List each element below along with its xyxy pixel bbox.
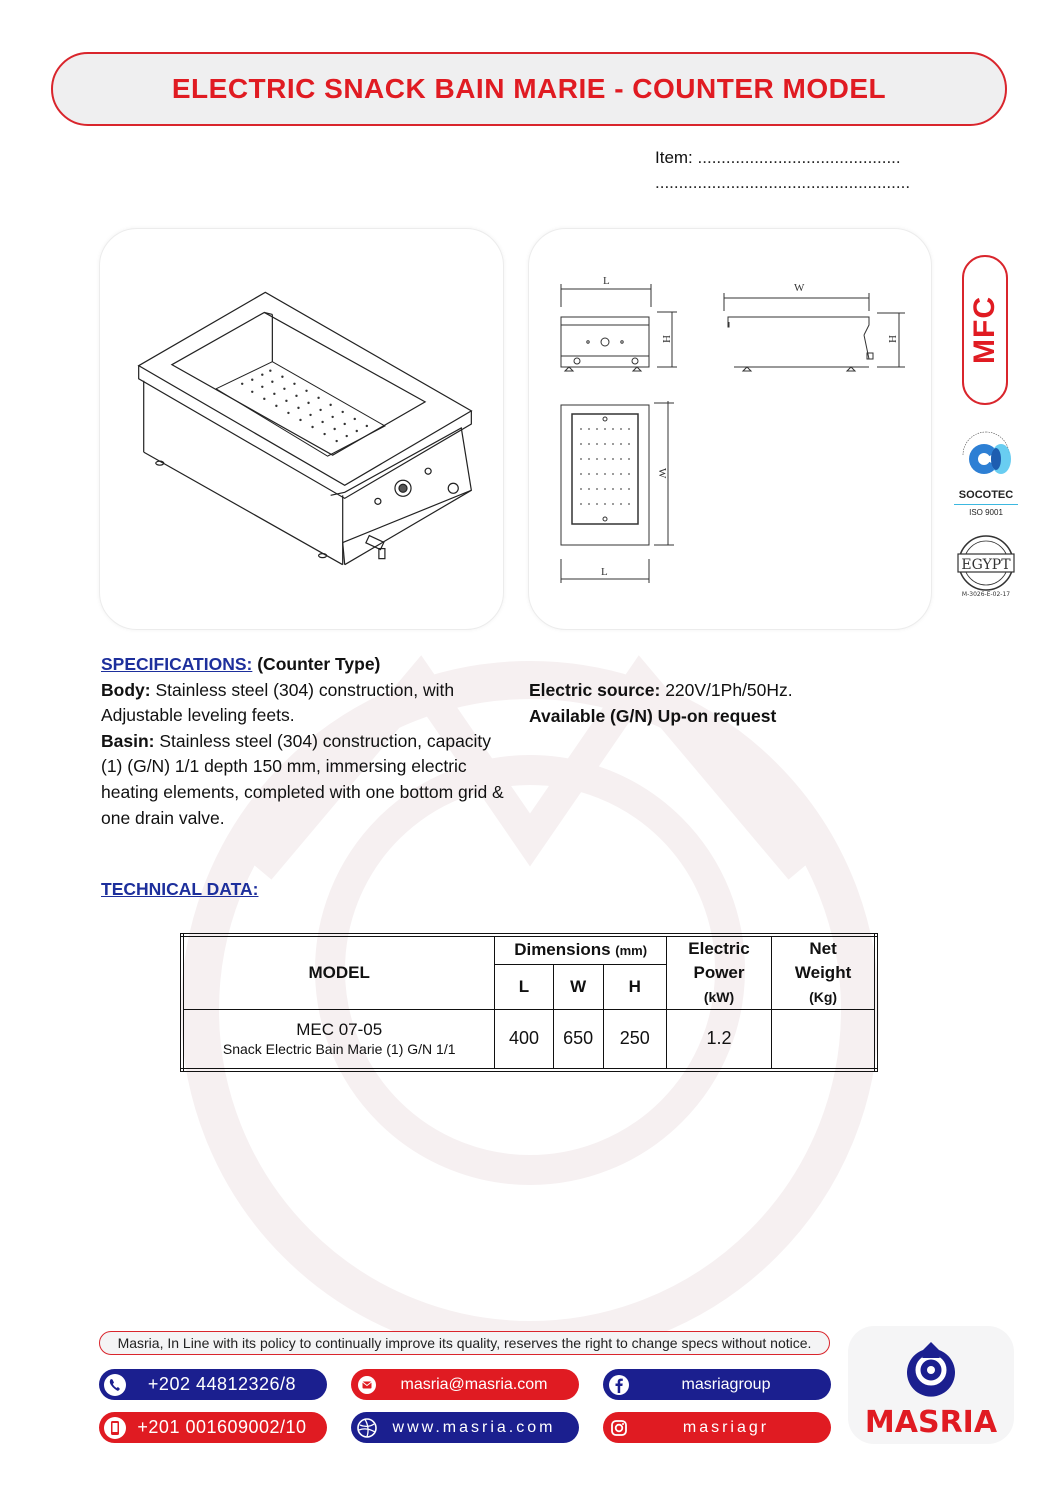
title-banner — [51, 52, 1007, 126]
egypt-text: EGYPT — [961, 557, 1011, 573]
facebook-handle: masriagroup — [681, 1375, 771, 1393]
cell-weight — [772, 1010, 876, 1070]
basin-text: Stainless steel (304) construction, capacity (1) (G/N) 1/1 depth 150 mm, immersing electric heating elements, completed with one bottom grid & one drain valve. — [101, 730, 504, 828]
model-cell — [182, 1010, 495, 1070]
front-view-h-label: H — [660, 335, 672, 343]
socotec-certification — [950, 425, 1022, 517]
instagram-handle: masriagr — [682, 1418, 770, 1436]
page-title: ELECTRIC SNACK BAIN MARIE - COUNTER MODEL — [171, 73, 887, 104]
masria-logo — [848, 1326, 1014, 1444]
masria-wordmark: MASRIA — [864, 1405, 998, 1440]
item-field — [655, 148, 910, 198]
side-view-h-label: H — [886, 335, 898, 343]
availability-note: Available (G/N) Up-on request — [529, 705, 777, 726]
specifications-type: (Counter Type) — [257, 654, 381, 674]
facebook-icon — [607, 1373, 631, 1397]
header-dimensions-label: Dimensions — [514, 940, 611, 959]
top-view-l-label: L — [601, 566, 608, 578]
header-h: H — [603, 965, 666, 1010]
header-power-unit: (kW) — [703, 989, 735, 1005]
side-view-drawing — [724, 293, 905, 371]
header-net-weight — [772, 935, 876, 1010]
side-view-w-label: W — [794, 282, 805, 294]
header-electric-power — [666, 935, 771, 1010]
header-dimensions — [495, 935, 666, 965]
email-address: masria@masria.com — [400, 1375, 548, 1393]
email-contact[interactable] — [351, 1369, 579, 1400]
instagram-contact[interactable] — [603, 1412, 831, 1443]
website-contact[interactable] — [351, 1412, 579, 1443]
header-weight-line2: Weight — [794, 963, 852, 982]
top-view-w-label: W — [656, 468, 668, 479]
email-icon — [355, 1373, 379, 1397]
item-value-line-2: ...................................................... — [655, 173, 911, 192]
mfc-badge — [962, 255, 1008, 405]
model-description: Snack Electric Bain Marie (1) G/N 1/1 — [222, 1040, 456, 1057]
instagram-icon — [607, 1416, 631, 1440]
globe-icon — [355, 1416, 379, 1440]
front-view-l-label: L — [603, 275, 610, 287]
technical-data-heading: TECHNICAL DATA: — [101, 879, 259, 899]
socotec-name: SOCOTEC — [958, 489, 1014, 501]
header-model: MODEL — [182, 935, 495, 1010]
front-view-drawing — [561, 284, 677, 371]
table-row — [182, 1010, 876, 1070]
bain-marie-isometric-drawing — [100, 229, 505, 631]
header-weight-line1: Net — [809, 939, 837, 958]
made-in-egypt-seal-icon — [948, 530, 1024, 600]
mobile-number: +201 001609002/10 — [137, 1417, 307, 1437]
technical-drawings-card — [528, 228, 932, 630]
socotec-logo-icon — [951, 425, 1021, 483]
egypt-code: M-3026-E-02-17 — [961, 591, 1011, 598]
header-power-line1: Electric — [688, 939, 750, 958]
disclaimer-text: Masria, In Line with its policy to continually improve its quality, reserves the right to change specs without notice. — [117, 1335, 812, 1351]
masria-emblem-icon — [896, 1338, 966, 1398]
header-l: L — [495, 965, 553, 1010]
basin-label: Basin: — [101, 730, 155, 751]
product-illustration-card — [99, 228, 504, 630]
specifications-heading: SPECIFICATIONS: — [101, 654, 253, 674]
model-code: MEC 07-05 — [296, 1019, 383, 1039]
top-view-drawing — [561, 401, 674, 583]
mobile-contact[interactable] — [99, 1412, 327, 1443]
specifications-section — [101, 652, 511, 831]
header-dimensions-unit: (mm) — [615, 943, 648, 958]
body-text: Stainless steel (304) construction, with Adjustable leveling feets. — [101, 679, 455, 726]
phone-number: +202 44812326/8 — [147, 1374, 297, 1394]
electric-source-value: 220V/1Ph/50Hz. — [665, 680, 793, 700]
cell-l: 400 — [495, 1010, 553, 1070]
disclaimer-notice — [99, 1331, 830, 1355]
header-weight-unit: (Kg) — [809, 989, 838, 1005]
item-value-line-1: ........................................... — [697, 148, 901, 167]
electrical-specs — [529, 678, 909, 729]
facebook-contact[interactable] — [603, 1369, 831, 1400]
top-view-perforations — [580, 428, 630, 505]
website-url: www.masria.com — [392, 1418, 556, 1436]
phone-contact[interactable] — [99, 1369, 327, 1400]
cell-h: 250 — [603, 1010, 666, 1070]
mobile-icon — [103, 1416, 127, 1440]
iso-label: ISO 9001 — [969, 508, 1003, 517]
mfc-label: MFC — [968, 296, 1002, 364]
orthographic-drawings — [529, 229, 933, 631]
electric-source-label: Electric source: — [529, 680, 661, 700]
cell-power: 1.2 — [666, 1010, 771, 1070]
phone-icon — [103, 1373, 127, 1397]
technical-data-table — [180, 933, 878, 1072]
item-label: Item: — [655, 148, 693, 167]
body-label: Body: — [101, 679, 151, 700]
table-header-row — [182, 935, 876, 965]
socotec-divider — [954, 504, 1018, 505]
header-power-line2: Power — [693, 963, 745, 982]
header-w: W — [553, 965, 603, 1010]
cell-w: 650 — [553, 1010, 603, 1070]
